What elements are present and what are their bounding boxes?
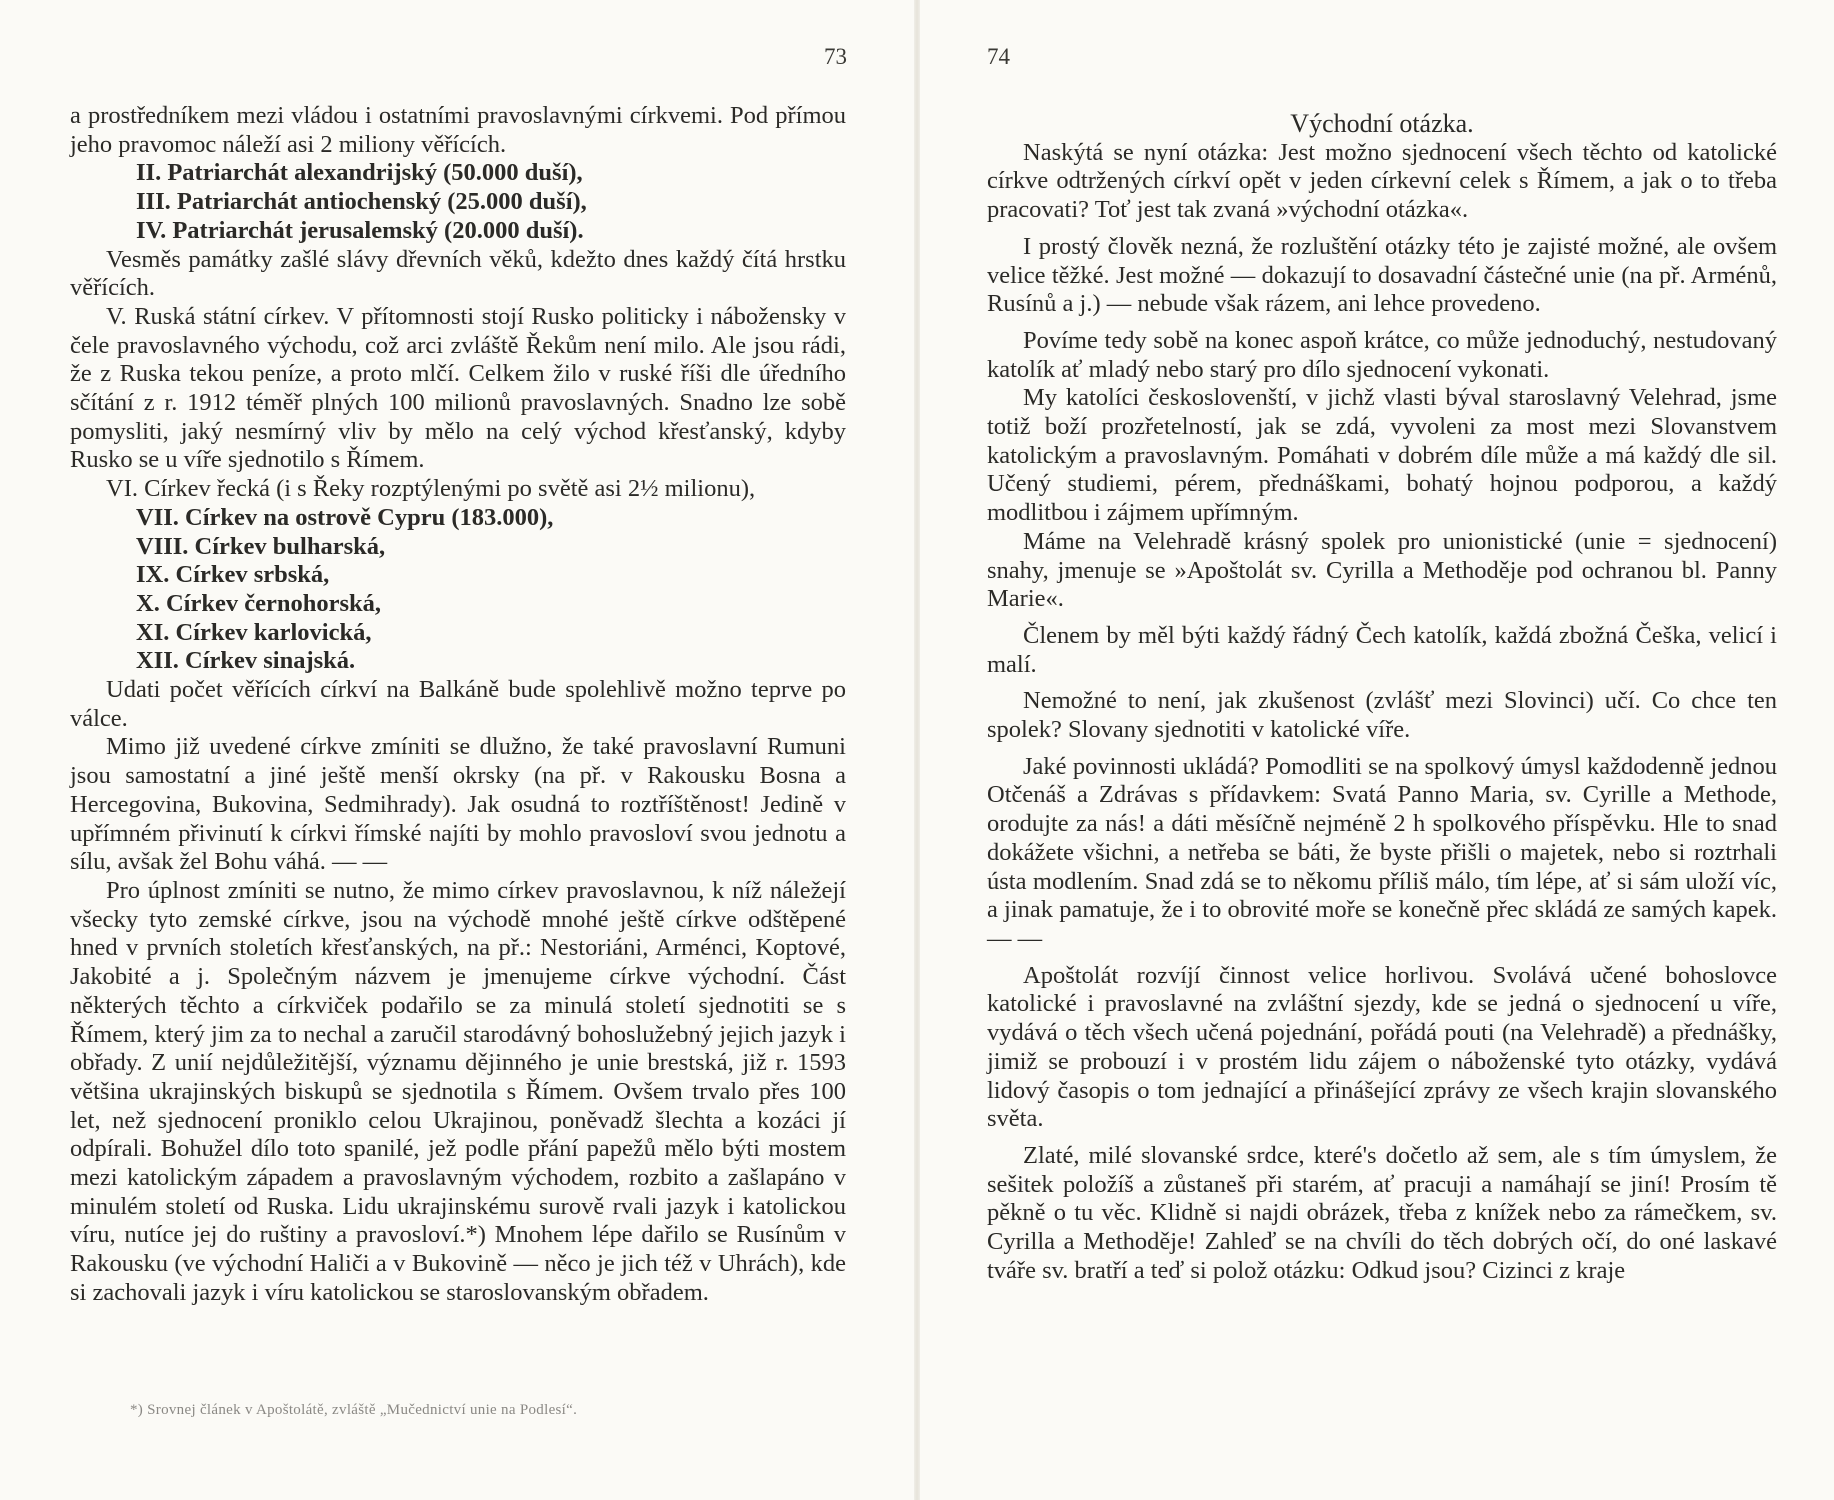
list-item: III. Patriarchát antiochenský (25.000 duší),	[136, 188, 587, 216]
paragraph: VI. Církev řecká (i s Řeky rozptýlenými po světě asi 2½ milionu),	[106, 475, 756, 503]
list-item: X. Církev černohorská,	[136, 589, 381, 617]
paragraph: Vesměs památky zašlé slávy dřevních věků, kdežto dnes každý čítá hrstku věřících.	[70, 245, 846, 302]
paragraph: Jaké povinnosti ukládá? Pomodliti se na spolkový úmysl každodenně jednou Otčenáš a Zdrávas s přídavkem: Svatá Panno Maria, sv. Cyrille a Methode, orodujte za nás! a dáti měsíčně nejméně 2 h spolkového příspěvku. Hle to snad dokážete všichni, a netřeba se báti, že byste přišli o majetek, nebo si roztrhali ústa modlením. Snad zdá se to někomu příliš málo, tím lépe, ať si sám uloží víc, a jinak pamatuje, že i to obrovité moře se konečně přec skládá ze samých kapek. — —	[987, 752, 1777, 952]
list-item: VIII. Církev bulharská,	[136, 532, 386, 560]
page-number: 74	[987, 44, 1010, 69]
paragraph: Apoštolát rozvíjí činnost velice horlivou. Svolává učené bohoslovce katolické i pravoslavné na zvláštní sjezdy, kde se jedná o sjednocení u víře, vydává o těch všech učená pojednání, pořádá pouti (na Velehradě) a přednášky, jimiž se probouzí i v prostém lidu zájem o náboženské tyto otázky, vydává lidový časopis o tom jednající a přinášející zprávy ze všech krajin slovanského světa.	[987, 961, 1777, 1133]
list-item: XII. Církev sinajská.	[136, 647, 356, 675]
paragraph: a prostředníkem mezi vládou i ostatními pravoslavnými církvemi. Pod přímou jeho pravomoc náleží asi 2 miliony věřících.	[70, 102, 846, 158]
paragraph: Povíme tedy sobě na konec aspoň krátce, co může jednoduchý, nestudovaný katolík ať mladý nebo starý pro dílo sjednocení vykonati.	[987, 326, 1777, 383]
footnote: *) Srovnej článek v Apoštolátě, zvláště „Mučednictví unie na Podlesí“.	[130, 1402, 578, 1418]
paragraph: Naskýtá se nyní otázka: Jest možno sjednocení všech těchto od katolické církve odtržených církví opět v jeden církevní celek s Římem, a jak o to třeba pracovati? Toť jest tak zvaná »východní otázka«.	[987, 138, 1777, 224]
paragraph: Nemožné to není, jak zkušenost (zvlášť mezi Slovinci) učí. Co chce ten spolek? Slovany sjednotiti v katolické víře.	[987, 687, 1777, 744]
paragraph: Členem by měl býti každý řádný Čech katolík, každá zbožná Češka, velicí i malí.	[987, 621, 1777, 678]
chapter-title: Východní otázka.	[1290, 109, 1474, 138]
paragraph: Pro úplnost zmíniti se nutno, že mimo církev pravoslavnou, k níž náležejí všecky tyto zemské církve, jsou na východě mnohé ještě církve odštěpené hned v prvních stoletích křesťanských, na př.: Nestoriáni, Arménci, Koptové, Jakobité a j. Společným názvem je jmenujeme církve východní. Část některých těchto a církviček podařilo se za minulá století sjednotiti se s Římem, který jim za to nechal a zaručil starodávný bohoslužebný jejich jazyk i obřady. Z unií nejdůležitější, významu dějinného je unie brestská, již r. 1593 většina ukrajinských biskupů se sjednotila s Římem. Ovšem trvalo přes 100 let, než sjednocení proniklo celou Ukrajinou, poněvadž šlechta a kozáci jí odpírali. Bohužel dílo toto spanilé, jež podle přání papežů mělo býti mostem mezi katolickým západem a pravoslavným východem, rozbito a zašlapáno v minulém století od Ruska. Lidu ukrajinskému surově rvali jazyk i katolickou víru, nutíce jej do ruštiny a pravosloví.*) Mnohem lépe dařilo se Rusínům v Rakousku (ve východní Haliči a v Bukovině — něco je jich též v Uhrách), kde si zachovali jazyk i víru katolickou se staroslovanským obřadem.	[70, 876, 846, 1306]
page-number: 73	[824, 44, 847, 69]
paragraph: Mimo již uvedené církve zmíniti se dlužno, že také pravoslavní Rumuni jsou samostatní a jiné ještě menší okrsky (na př. v Rakousku Bosna a Hercegovina, Bukovina, Sedmihrady). Jak osudná to roztříštěnost! Jedině v upřímném přivinutí k církvi římské najíti by mohlo pravosloví svou jednotu a sílu, avšak žel Bohu váhá. — —	[70, 733, 846, 876]
paragraph: Udati počet věřících církví na Balkáně bude spolehlivě možno teprve po válce.	[70, 676, 846, 732]
list-item: IV. Patriarchát jerusalemský (20.000 duší).	[136, 216, 584, 244]
paragraph: My katolíci českoslovenští, v jichž vlasti býval staroslavný Velehrad, jsme totiž boží prozřetelností, jak se zdá, vyvoleni za most mezi Slovanstvem katolickým a pravoslavným. Pomáhati v dobrém díle může a má každý dle sil. Učený studiemi, pérem, přednáškami, bohatý hojnou podporou, a každý modlitbou i zájmem upřímným.	[987, 384, 1777, 527]
paragraph: I prostý člověk nezná, že rozluštění otázky této je zajisté možné, ale ovšem velice těžké. Jest možné — dokazují to dosavadní částečné unie (na př. Arménů, Rusínů a j.) — nebude však rázem, ani lehce provedeno.	[987, 232, 1777, 318]
list-item: IX. Církev srbská,	[136, 561, 330, 589]
page-body	[987, 110, 1777, 1285]
list-item: XI. Církev karlovická,	[136, 618, 372, 646]
right-page	[917, 0, 1834, 1500]
page-body	[70, 102, 846, 1308]
paragraph: Máme na Velehradě krásný spolek pro unionistické (unie = sjednocení) snahy, jmenuje se »Apoštolát sv. Cyrilla a Methoděje pod ochranou bl. Panny Marie«.	[987, 527, 1777, 613]
list-item: II. Patriarchát alexandrijský (50.000 duší),	[136, 159, 583, 187]
list-item: VII. Církev na ostrově Cypru (183.000),	[136, 503, 554, 531]
paragraph: Zlaté, milé slovanské srdce, které's dočetlo až sem, ale s tím úmyslem, že sešitek položíš a zůstaneš při starém, ať pracuji a namáhají se jiní! Prosím tě pěkně o tu věc. Klidně si najdi obrázek, třeba z knížek nebo za rámečkem, sv. Cyrilla a Methoděje! Zahleď se na chvíli do těch dobrých očí, do oné laskavé tváře sv. bratří a teď si polož otázku: Odkud jsou? Cizinci z kraje	[987, 1141, 1777, 1284]
paragraph: V. Ruská státní církev. V přítomnosti stojí Rusko politicky i nábožensky v čele pravoslavného východu, což arci zvláště Řekům není milo. Ale jsou rádi, že z Ruska tekou peníze, a proto mlčí. Celkem žilo v ruské říši dle úředního sčítání z r. 1912 téměř plných 100 milionů pravoslavných. Snadno lze sobě pomysliti, jaký nesmírný vliv by mělo na celý východ křesťanský, kdyby Rusko se u víře sjednotilo s Římem.	[70, 302, 846, 474]
